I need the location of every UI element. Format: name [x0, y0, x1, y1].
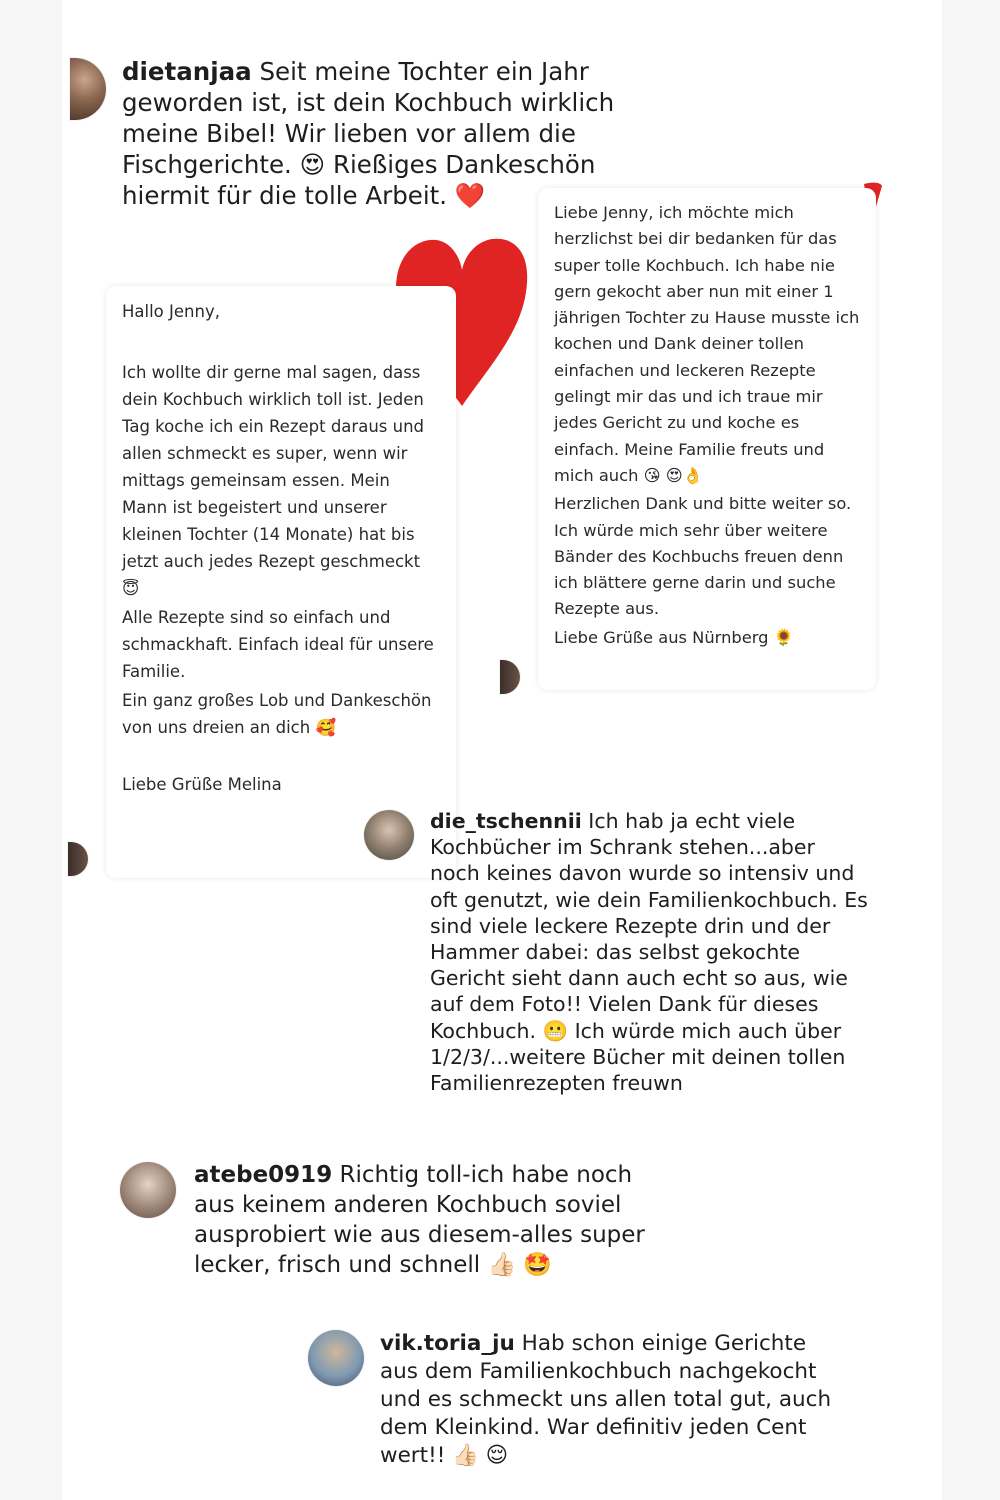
message-paragraph: Herzlichen Dank und bitte weiter so. Ich würde mich sehr über weitere Bänder des Kochbuchs freuen denn ich blättere gerne darin und suche Rezepte aus.	[554, 494, 852, 619]
comment-username[interactable]: dietanjaa	[122, 57, 252, 86]
message-paragraph: Alle Rezepte sind so einfach und schmackhaft. Einfach ideal für unsere Familie.	[122, 608, 434, 681]
avatar[interactable]	[308, 1330, 364, 1386]
message-paragraph: Ich wollte dir gerne mal sagen, dass dein Kochbuch wirklich toll ist. Jeden Tag koche ich ein Rezept daraus und allen schmeckt es super, wenn wir mittags gemeinsam essen. Mein Mann ist begeistert und unserer kleinen Tochter (14 Monate) hat bis jetzt auch jedes Rezept geschmeckt 😇	[122, 363, 425, 598]
message-paragraph: Ein ganz großes Lob und Dankeschön von uns dreien an dich 🥰	[122, 691, 432, 737]
avatar[interactable]	[364, 810, 414, 860]
comment-vik-toria-ju	[380, 1330, 850, 1470]
message-signoff: Liebe Grüße aus Nürnberg 🌻	[554, 627, 794, 647]
comment-text: Seit meine Tochter ein Jahr geworden ist, ist dein Kochbuch wirklich meine Bibel! Wir lieben vor allem die Fischgerichte. 😍 Rießiges Dankeschön hiermit für die tolle Arbeit. ❤️	[122, 57, 615, 210]
avatar[interactable]	[120, 1162, 176, 1218]
comment-username[interactable]: vik.toria_ju	[380, 1331, 515, 1356]
comment-atebe0919	[194, 1160, 674, 1280]
message-greeting: Hallo Jenny,	[122, 302, 220, 321]
message-signoff: Liebe Grüße Melina	[122, 775, 282, 794]
comment-text: Hab schon einige Gerichte aus dem Familienkochbuch nachgekocht und es schmeckt uns allen total gut, auch dem Kleinkind. War definitiv jeden Cent wert!! 👍🏻 😌	[380, 1331, 832, 1468]
comment-text: Ich hab ja echt viele Kochbücher im Schrank stehen...aber noch keines davon wurde so intensiv und oft genutzt, wie dein Familienkochbuch. Es sind viele leckere Rezepte drin und der Hammer dabei: das selbst gekochte Gericht sieht dann auch echt so aus, wie auf dem Foto!! Vielen Dank für dieses Kochbuch. 😬 Ich würde mich auch über 1/2/3/...weitere Bücher mit deinen tollen Familienrezepten freuwn	[430, 809, 868, 1096]
comment-text: Richtig toll-ich habe noch aus keinem anderen Kochbuch soviel ausprobiert wie aus diesem-alles super lecker, frisch und schnell 👍🏻 🤩	[194, 1162, 645, 1278]
comment-die-tschennii	[430, 808, 870, 1096]
comment-username[interactable]: atebe0919	[194, 1162, 333, 1188]
comment-username[interactable]: die_tschennii	[430, 809, 582, 833]
message-card-nuernberg	[538, 188, 876, 690]
message-paragraph: Liebe Jenny, ich möchte mich herzlichst bei dir bedanken für das super tolle Kochbuch. Ich habe nie gern gekocht aber nun mit einer 1 jährigen Tochter zu Hause musste ich kochen und Dank deiner tollen einfachen und leckeren Rezepte gelingt mir das und ich traue mir jedes Gericht zu und koche es einfach. Meine Familie freuts und mich auch 😘 😍👌	[554, 203, 860, 485]
message-card-melina	[106, 286, 456, 878]
